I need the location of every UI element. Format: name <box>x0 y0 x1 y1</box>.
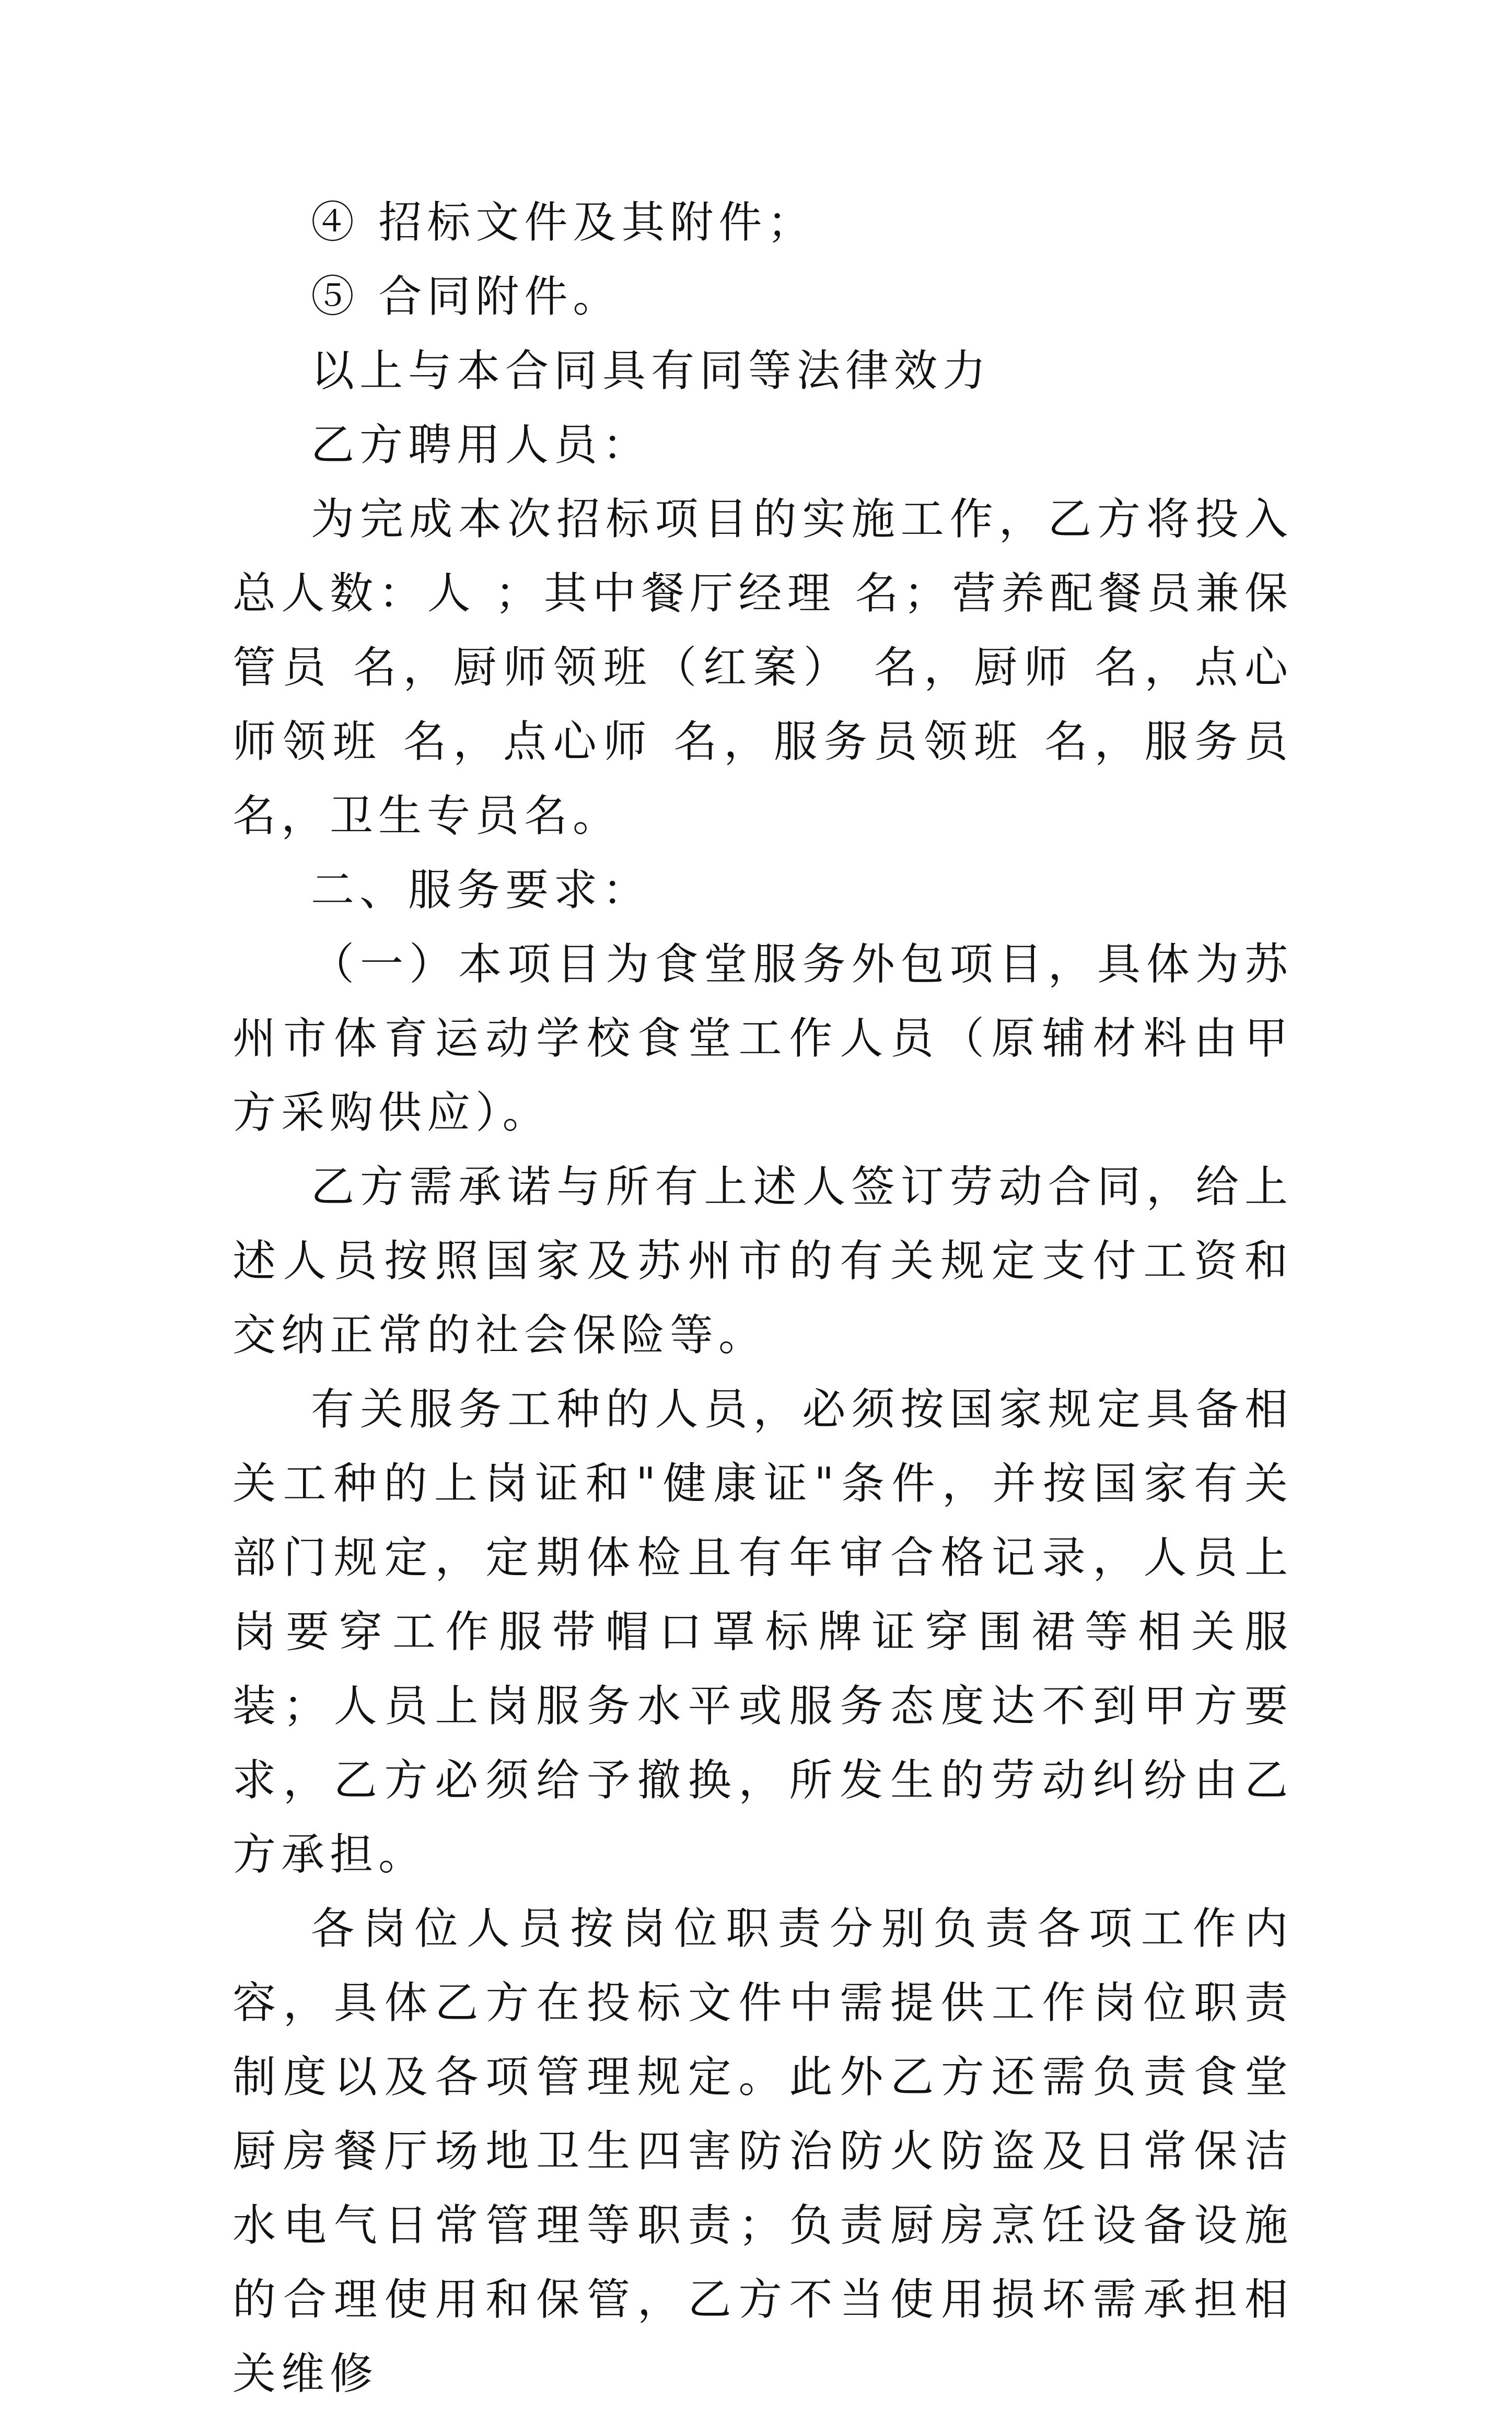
paragraph-staff-heading: 乙方聘用人员： <box>311 420 651 470</box>
section-heading-service-requirements: 二、服务要求： <box>311 865 651 915</box>
paragraph-attachment-5: ⑤ 合同附件。 <box>311 271 622 322</box>
paragraph-attachment-4: ④ 招标文件及其附件； <box>311 197 816 248</box>
paragraph-labor-contract: 乙方需承诺与所有上述人签订劳动合同，给上述人员按照国家及苏州市的有关规定支付工资和交纳正常的社会保险等。 <box>232 1161 1293 1360</box>
paragraph-certification: 有关服务工种的人员，必须按国家规定具备相关工种的上岗证和"健康证"条件，并按国家有关部门规定，定期体检且有年审合格记录，人员上岗要穿工作服带帽口罩标牌证穿围裙等相关服装；人员上岗服务水平或服务态度达不到甲方要求，乙方必须给予撤换，所发生的劳动纠纷由乙方承担。 <box>232 1384 1293 1880</box>
paragraph-legal-effect: 以上与本合同具有同等法律效力 <box>311 345 991 396</box>
paragraph-staff-count: 为完成本次招标项目的实施工作，乙方将投入总人数：人 ；其中餐厅经理 名；营养配餐员兼保管员 名，厨师领班（红案） 名，厨师 名，点心师领班 名，点心师 名，服务员领班 名，服务员 名，卫生专员名。 <box>232 494 1293 841</box>
paragraph-responsibilities: 各岗位人员按岗位职责分别负责各项工作内容，具体乙方在投标文件中需提供工作岗位职责制度以及各项管理规定。此外乙方还需负责食堂厨房餐厅场地卫生四害防治防火防盗及日常保洁水电气日常管理等职责；负责厨房烹饪设备设施的合理使用和保管，乙方不当使用损坏需承担相关维修 <box>232 1903 1293 2399</box>
document-body <box>232 185 1293 2411</box>
paragraph-project-scope: （一）本项目为食堂服务外包项目，具体为苏州市体育运动学校食堂工作人员（原辅材料由甲方采购供应）。 <box>232 939 1293 1138</box>
